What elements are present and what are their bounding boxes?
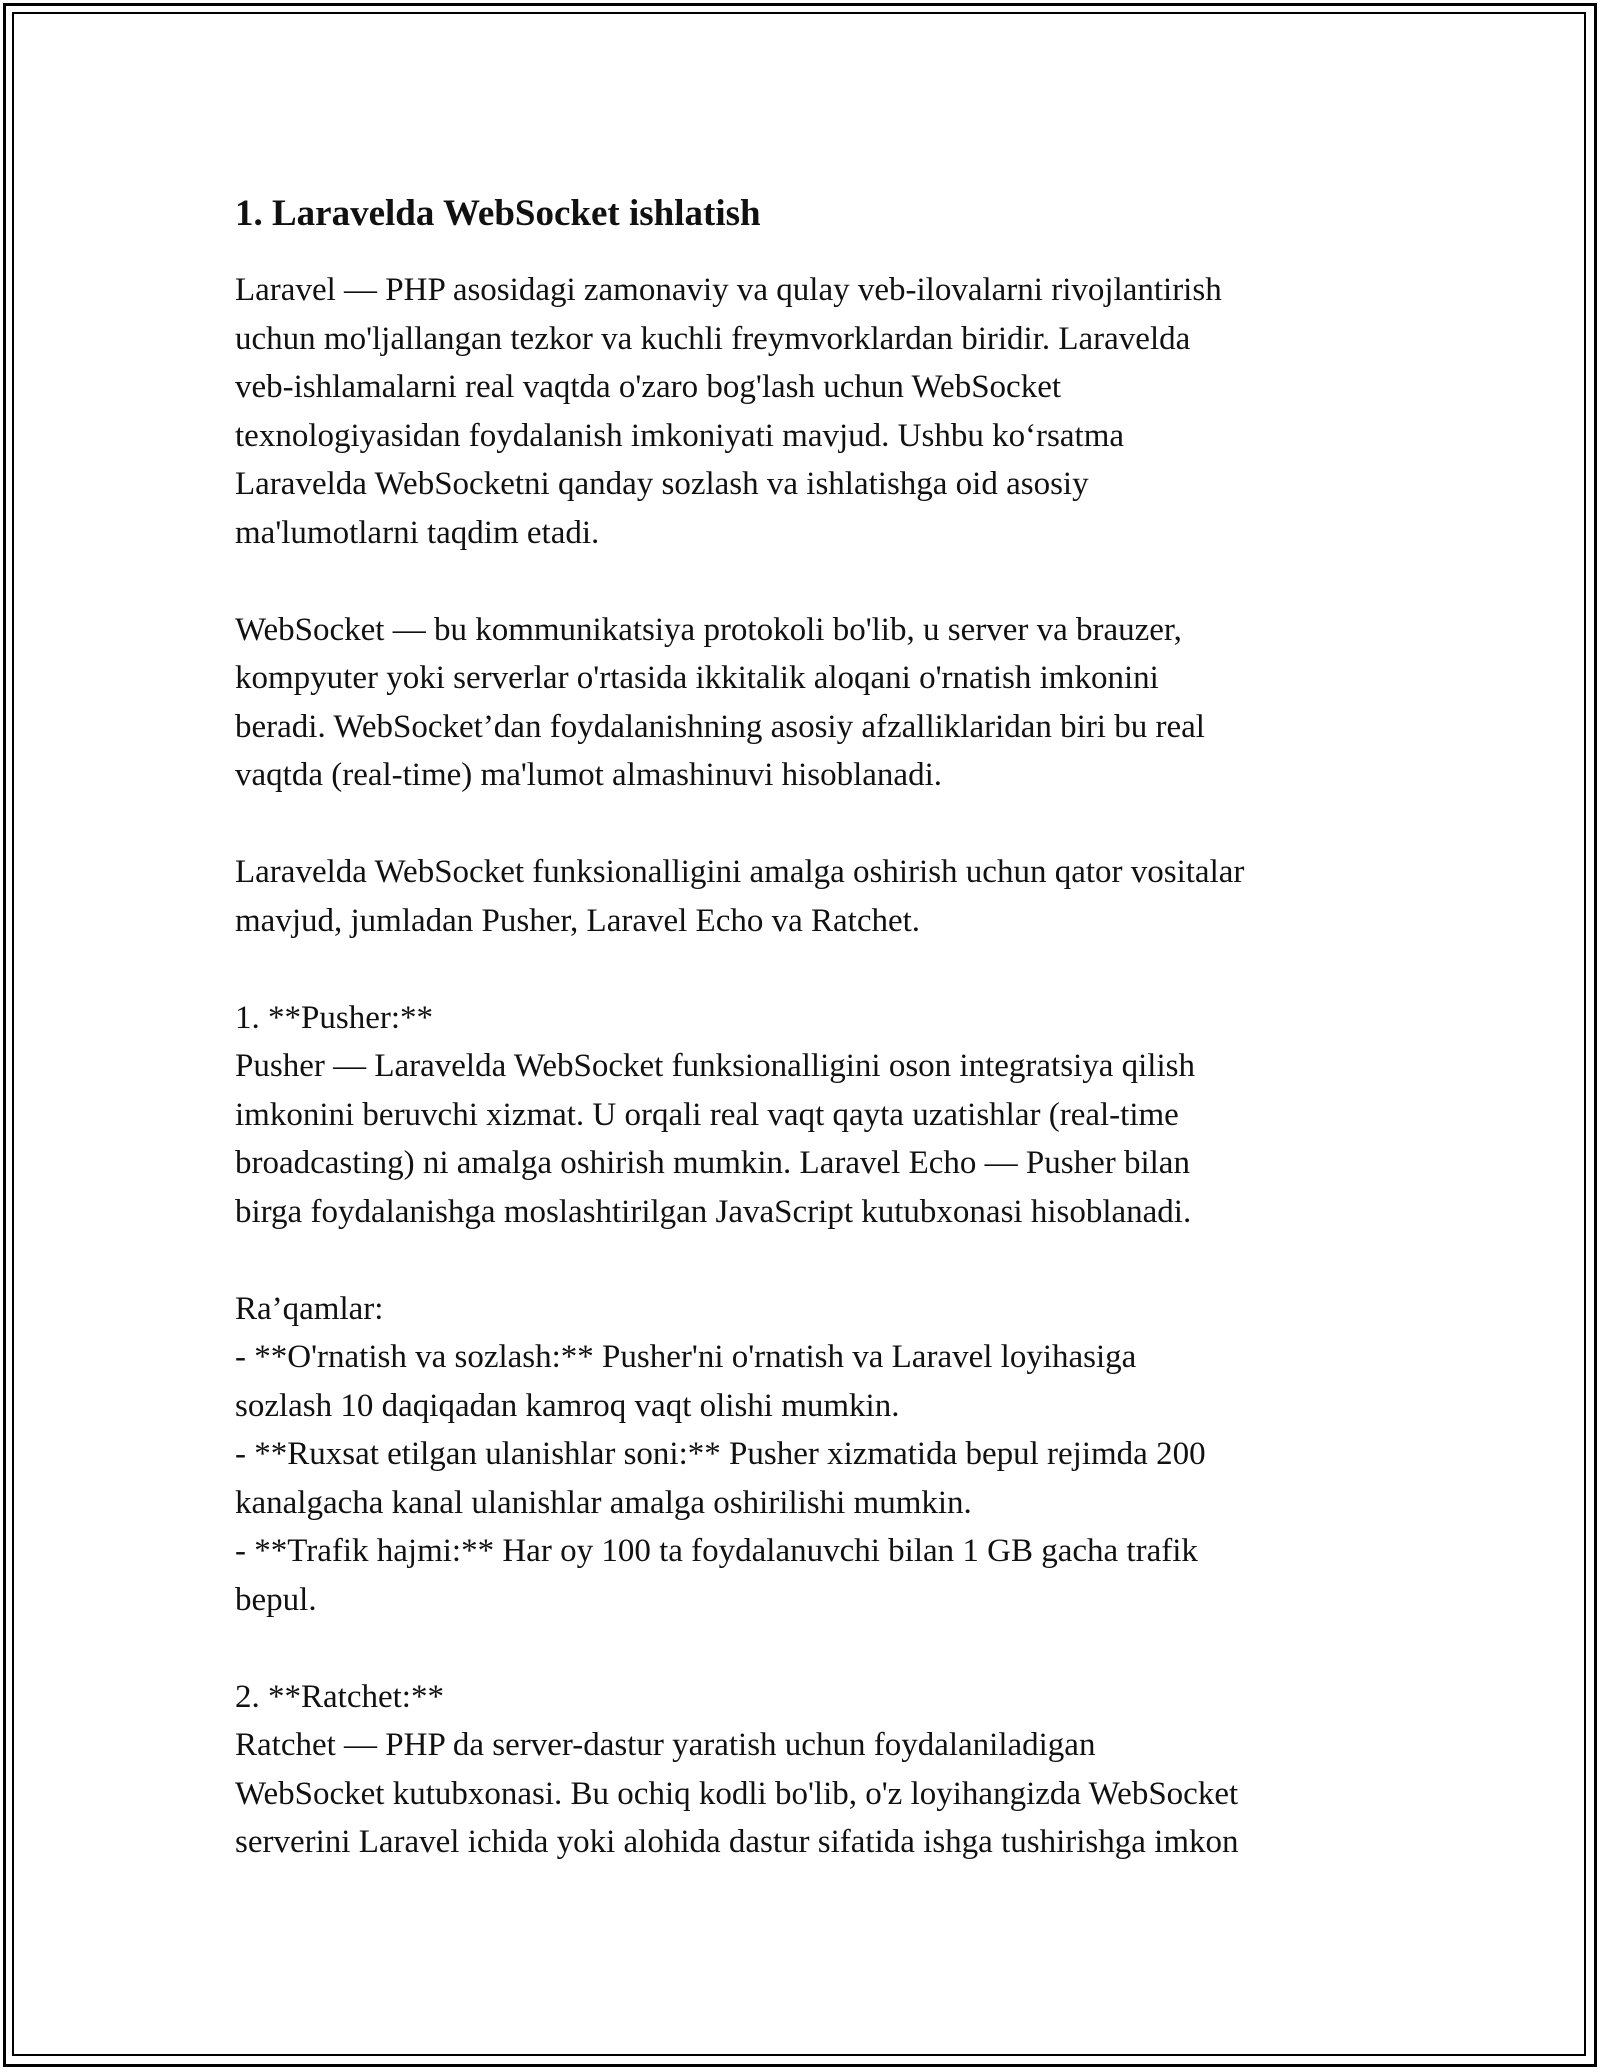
paragraph-pusher-numbers: Ra’qamlar: - **O'rnatish va sozlash:** Pusher'ni o'rnatish va Laravel loyihasiga sozlash 10 daqiqadan kamroq vaqt olishi mumkin. - **Ruxsat etilgan ulanishlar soni:** Pusher xizmatida bepul rejimda 200 kanalgacha kanal ulanishlar amalga oshirilishi mumkin. - **Trafik hajmi:** Har oy 100 ta foydalanuvchi bilan 1 GB gacha trafik bepul. — [235, 1290, 1206, 1618]
document-title: 1. Laravelda WebSocket ishlatish — [235, 193, 761, 234]
document-body — [235, 186, 1395, 1867]
paragraph-intro: Laravel — PHP asosidagi zamonaviy va qulay veb-ilovalarni rivojlantirish uchun mo'ljallangan tezkor va kuchli freymvorklardan biridir. Laravelda veb-ishlamalarni real vaqtda o'zaro bog'lash uchun WebSocket texnologiyasidan foydalanish imkoniyati mavjud. Ushbu koʻrsatma Laravelda WebSocketni qanday sozlash va ishlatishga oid asosiy ma'lumotlarni taqdim etadi. — [235, 272, 1222, 551]
paragraph-pusher: 1. **Pusher:** Pusher — Laravelda WebSocket funksionalligini oson integratsiya qilish imkonini beruvchi xizmat. U orqali real vaqt qayta uzatishlar (real-time broadcasting) ni amalga oshirish mumkin. Laravel Echo — Pusher bilan birga foydalanishga moslashtirilgan JavaScript kutubxonasi hisoblanadi. — [235, 999, 1195, 1230]
paragraph-tools: Laravelda WebSocket funksionalligini amalga oshirish uchun qator vositalar mavjud, jumladan Pusher, Laravel Echo va Ratchet. — [235, 854, 1245, 939]
paragraph-websocket-definition: WebSocket — bu kommunikatsiya protokoli bo'lib, u server va brauzer, kompyuter yoki serverlar o'rtasida ikkitalik aloqani o'rnatish imkonini beradi. WebSocket’dan foydalanishning asosiy afzalliklaridan biri bu real vaqtda (real-time) ma'lumot almashinuvi hisoblanadi. — [235, 611, 1205, 793]
paragraph-ratchet: 2. **Ratchet:** Ratchet — PHP da server-dastur yaratish uchun foydalaniladigan WebSocket kutubxonasi. Bu ochiq kodli bo'lib, o'z loyihangizda WebSocket serverini Laravel ichida yoki alohida dastur sifatida ishga tushirishga imkon — [235, 1678, 1239, 1860]
